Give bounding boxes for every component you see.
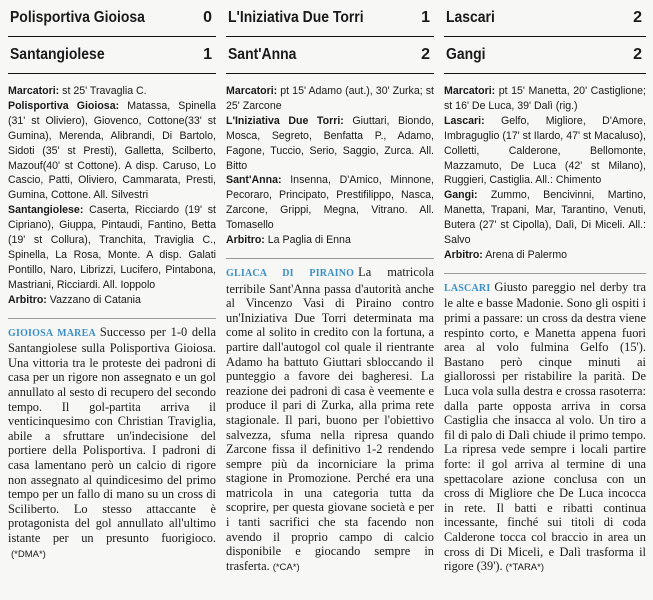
column-match-2 xyxy=(226,0,434,575)
lineup-away: Santangiolese: Caserta, Ricciardo (19' st Cipriano), Giuppa, Pintaudi, Fantino, Betta (19' st Collura), Tranchita, Traviglia C., Spinella, La Rosa, Monte. A disp. Galati Pontillo, Naro, Librizzi, Lucifero, Pintabona, Mastriani, Ricciardi. All. Ioppolo xyxy=(8,204,216,291)
match-details xyxy=(226,84,434,248)
team-name: Santangiolese xyxy=(10,46,105,63)
lineup-away: Gangi: Zummo, Bencivinni, Martino, Manetta, Trapani, Mar, Tarantino, Venuti, Butera (27' st Cipolla), Dalì, Di Miceli. All.: Salvo xyxy=(444,189,646,247)
score-row-away xyxy=(444,37,646,74)
goals: 1 xyxy=(203,46,212,63)
referee: Arbitro: Vazzano di Catania xyxy=(8,293,141,306)
report-text: La matricola terribile Sant'Anna passa d'autorità anche al Vincenzo Vasi di Piraino contro un'Iniziativa Due Torri determinata ma come al solito in credito con la fortuna, a partire dall'autogol col quale il rientrante Adamo ha battuto Giuttari sbloccando il punteggio a favore dei bagheresi. La reazione dei padroni di casa è veemente e produce il pari di Zurka, alla prima rete stagionale. Il pari, buono per l'obiettivo salvezza, sfuma nella ripresa quando Zarcone fissa il definitivo 1-2 rendendo sempre più da incorniciare la prima stagione in Promozione. Perché era una matricola in una categoria tutta da scoprire, per questa giovane società e per i tanti sacrifici che sta facendo non avendo il proprio campo di calcio disponibile e giocando sempre in trasferta. xyxy=(226,264,434,573)
divider xyxy=(8,318,216,319)
column-match-3 xyxy=(444,0,646,576)
score-row-home xyxy=(444,0,646,37)
goals: 0 xyxy=(203,9,212,26)
lineup-home: L'Iniziativa Due Torri: Giuttari, Biondo, Mosca, Segreto, Benfatta P., Adamo, Fagone, Tuccio, Serio, Saggio, Zurca. All. Bitto xyxy=(226,114,434,172)
goals: 2 xyxy=(421,46,430,63)
author-signature: (*TARA*) xyxy=(505,562,545,574)
dateline: GIOIOSA MAREA xyxy=(8,327,96,339)
team-name: Polisportiva Gioiosa xyxy=(10,9,145,26)
match-report xyxy=(226,265,434,575)
match-details xyxy=(8,84,216,308)
lineup-away: Sant'Anna: Insenna, D'Amico, Minnone, Pecoraro, Principato, Prestifilippo, Nasca, Zarcone, Grippi, Megna, Vitrano. All. Tomasello xyxy=(226,174,434,232)
match-report xyxy=(8,325,216,563)
divider xyxy=(444,273,646,274)
author-signature: (*CA*) xyxy=(272,561,300,573)
referee: Arbitro: La Paglia di Enna xyxy=(226,234,351,247)
scorers: Marcatori: pt 15' Adamo (aut.), 30' Zurka; st 25' Zarcone xyxy=(226,85,434,112)
goals: 1 xyxy=(421,9,430,26)
score-row-home xyxy=(226,0,434,37)
team-name: L'Iniziativa Due Torri xyxy=(228,9,364,26)
team-name: Gangi xyxy=(446,46,486,63)
match-report xyxy=(444,280,646,576)
divider xyxy=(226,258,434,259)
dateline: GLIACA DI PIRAINO xyxy=(226,267,355,279)
dateline: LASCARI xyxy=(444,282,491,294)
score-row-home xyxy=(8,0,216,37)
score-row-away xyxy=(226,37,434,74)
team-name: Lascari xyxy=(446,9,495,26)
scorers: Marcatori: pt 15' Manetta, 20' Castiglione; st 16' De Luca, 39' Dalì (rig.) xyxy=(444,85,646,112)
goals: 2 xyxy=(633,46,642,63)
score-row-away xyxy=(8,37,216,74)
match-details xyxy=(444,84,646,263)
author-signature: (*DMA*) xyxy=(11,548,46,560)
column-match-1 xyxy=(8,0,216,562)
report-text: Giusto pareggio nel derby tra le alte e basse Madonie. Sono gli ospiti i primi a passare: un cross da destra viene respinto corto, e Manetta appena fuori area al volo fulmina Gelfo (15'). Bastano però cinque minuti ai giallorossi per ristabilire la parità. De Luca vola sulla destra e crossa rasoterra: dalla parte opposta arriva in corsa Castiglia che insacca al volo. Un tiro a fil di palo di Dalì chiude il primo tempo. La ripresa vede sempre i locali partire forte: il gol arriva al termine di una spettacolare azione conclusa con un cross di Migliore che De Luca incocca in rete. Il batti e ribatti continua incessante, finché sui titoli di coda Calderone tocca col braccio in area un cross di Di Miceli, e Dalì trasforma il rigore (39'). xyxy=(444,279,646,574)
goals: 2 xyxy=(633,9,642,26)
referee: Arbitro: Arena di Palermo xyxy=(444,248,568,261)
report-text: Successo per 1-0 della Santangiolese sulla Polisportiva Gioiosa. Una vittoria tra le proteste dei padroni di casa per un rigore non assegnato e un gol annullato al sesto di recupero del secondo tempo. Il gol-partita arriva il venticinquesimo con Christian Traviglia, abile a sfruttare un'indecisione del portiere della Polisportiva. I padroni di casa lamentano però un calcio di rigore non assegnato al quindicesimo del primo tempo per un fallo di mano su un cross di Sciliberto. Lo stesso attaccante è protagonista del gol annullato all'ultimo istante per un presunto fuorigioco. xyxy=(8,324,216,545)
team-name: Sant'Anna xyxy=(228,46,297,63)
lineup-home: Polisportiva Gioiosa: Matassa, Spinella (31' st Oliviero), Giovenco, Cottone(33' st Gumina), Merenda, Alibrandi, Di Bartolo, Sidoti (35' st Presti), Galletta, Scilberto, Mazouf(40' st Cottone). A disp. Caruso, Lo Cascio, Patti, Oliviero, Cammarata, Presti, Gumina, Cottone. All. Silvestri xyxy=(8,99,216,202)
lineup-home: Lascari: Gelfo, Migliore, D'Amore, Imbraguglio (17' st Ilardo, 47' st Macaluso), Colletti, Calderone, Bellomonte, Mazzamuto, De Luca (42' st Milano), Ruggieri, Castiglia. All.: Chimento xyxy=(444,114,646,187)
scorers: Marcatori: st 25' Travaglia C. xyxy=(8,85,147,97)
